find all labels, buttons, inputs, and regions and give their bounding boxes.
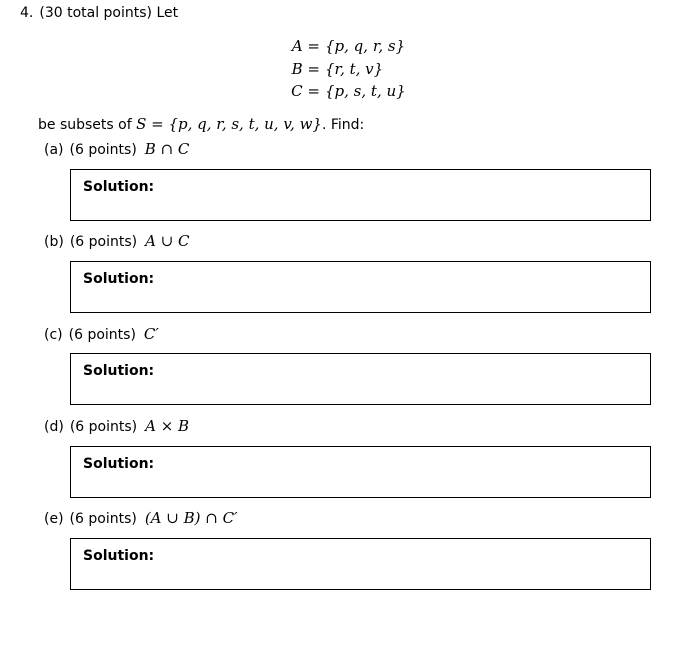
part-d-label (44, 417, 189, 436)
part-points: (6 points) (69, 142, 137, 158)
problem-points: (30 total points) Let (39, 5, 179, 21)
part-c-solution-box[interactable] (70, 353, 651, 405)
problem-header (20, 4, 178, 22)
part-letter: (b) (44, 234, 64, 250)
part-points: (6 points) (69, 419, 138, 435)
part-letter: (a) (44, 142, 64, 158)
solution-label: Solution: (83, 363, 155, 379)
part-points: (6 points) (69, 234, 138, 250)
part-expression: B ∩ C (144, 140, 190, 158)
part-points: (6 points) (69, 511, 137, 527)
part-expression: A ∪ C (145, 232, 190, 250)
solution-label: Solution: (83, 271, 155, 287)
solution-label: Solution: (83, 456, 155, 472)
subset-prefix: be subsets of (38, 117, 132, 133)
part-letter: (e) (44, 511, 64, 527)
part-d-solution-box[interactable] (70, 446, 651, 498)
part-expression: C′ (143, 325, 159, 343)
part-a-label (44, 140, 189, 159)
set-c-lhs: C = (291, 82, 320, 100)
solution-label: Solution: (83, 179, 155, 195)
universal-set: S = {p, q, r, s, t, u, v, w} (136, 115, 322, 133)
part-e-label (44, 509, 237, 528)
solution-label: Solution: (83, 548, 155, 564)
part-letter: (d) (44, 419, 64, 435)
set-b-lhs: B = (291, 60, 320, 78)
part-expression: A × B (145, 417, 190, 435)
part-expression: (A ∪ B) ∩ C′ (144, 509, 238, 527)
part-c-label (44, 325, 159, 344)
subset-suffix: . Find: (321, 117, 365, 133)
subset-statement (38, 115, 364, 134)
set-c-rhs: {p, s, t, u} (325, 82, 406, 100)
part-b-solution-box[interactable] (70, 261, 651, 313)
part-letter: (c) (44, 327, 63, 343)
problem-number: 4. (20, 5, 34, 21)
part-points: (6 points) (68, 327, 136, 343)
set-b-rhs: {r, t, v} (325, 60, 384, 78)
set-a-rhs: {p, q, r, s} (325, 37, 406, 55)
part-e-solution-box[interactable] (70, 538, 651, 590)
part-b-label (44, 232, 190, 251)
set-a-lhs: A = (291, 37, 320, 55)
part-a-solution-box[interactable] (70, 169, 651, 221)
